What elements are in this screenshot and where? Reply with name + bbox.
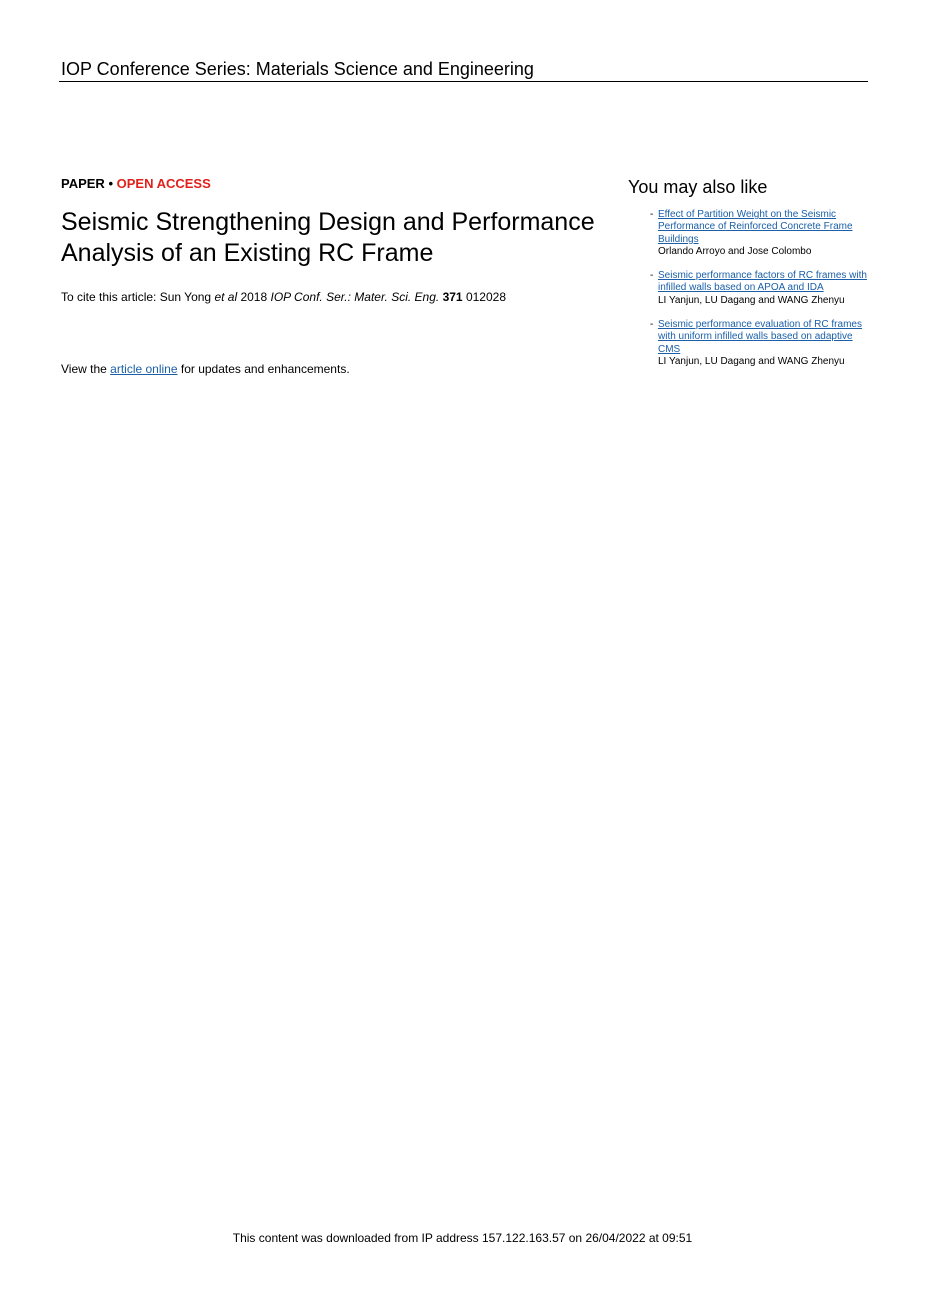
paper-type: PAPER <box>61 176 105 191</box>
related-articles-list <box>650 209 875 368</box>
citation-journal: IOP Conf. Ser.: Mater. Sci. Eng. <box>270 290 440 304</box>
list-dash: - <box>650 209 654 220</box>
citation-line <box>61 290 506 305</box>
related-article-authors: LI Yanjun, LU Dagang and WANG Zhenyu <box>658 355 845 367</box>
related-article-link[interactable]: Effect of Partition Weight on the Seismic Performance of Reinforced Concrete Frame Buildings <box>658 209 853 245</box>
related-article-link[interactable]: Seismic performance evaluation of RC frames with uniform infilled walls based on adaptive CMS <box>658 319 862 355</box>
related-article-item <box>650 209 875 258</box>
download-footer: This content was downloaded from IP address 157.122.163.57 on 26/04/2022 at 09:51 <box>232 1231 693 1245</box>
article-online-link[interactable]: article online <box>110 362 178 376</box>
related-article-body <box>658 319 875 368</box>
view-online-line <box>61 362 350 377</box>
open-access-badge: OPEN ACCESS <box>116 176 211 191</box>
related-article-authors: Orlando Arroyo and Jose Colombo <box>658 245 812 257</box>
article-title: Seismic Strengthening Design and Performance Analysis of an Existing RC Frame <box>61 208 595 267</box>
related-article-authors: LI Yanjun, LU Dagang and WANG Zhenyu <box>658 294 845 306</box>
citation-volume: 371 <box>442 290 463 304</box>
journal-name: IOP Conference Series: Materials Science and Engineering <box>61 59 534 79</box>
related-article-link[interactable]: Seismic performance factors of RC frames with infilled walls based on APOA and IDA <box>658 270 867 294</box>
citation-article-number: 012028 <box>462 290 506 304</box>
list-dash: - <box>650 319 654 331</box>
citation-et-al: et al <box>214 290 238 304</box>
related-article-body <box>658 209 875 258</box>
view-online-after: for updates and enhancements. <box>177 362 350 376</box>
related-article-body <box>658 270 875 307</box>
citation-prefix: To cite this article: Sun Yong <box>61 290 215 304</box>
header-divider <box>59 81 868 82</box>
label-separator: • <box>104 176 117 191</box>
citation-year: 2018 <box>237 290 271 304</box>
paper-type-label <box>61 176 211 192</box>
view-online-before: View the <box>61 362 111 376</box>
related-article-item <box>650 319 875 368</box>
related-heading: You may also like <box>628 177 768 197</box>
list-dash: - <box>650 270 654 282</box>
related-article-item <box>650 270 875 307</box>
